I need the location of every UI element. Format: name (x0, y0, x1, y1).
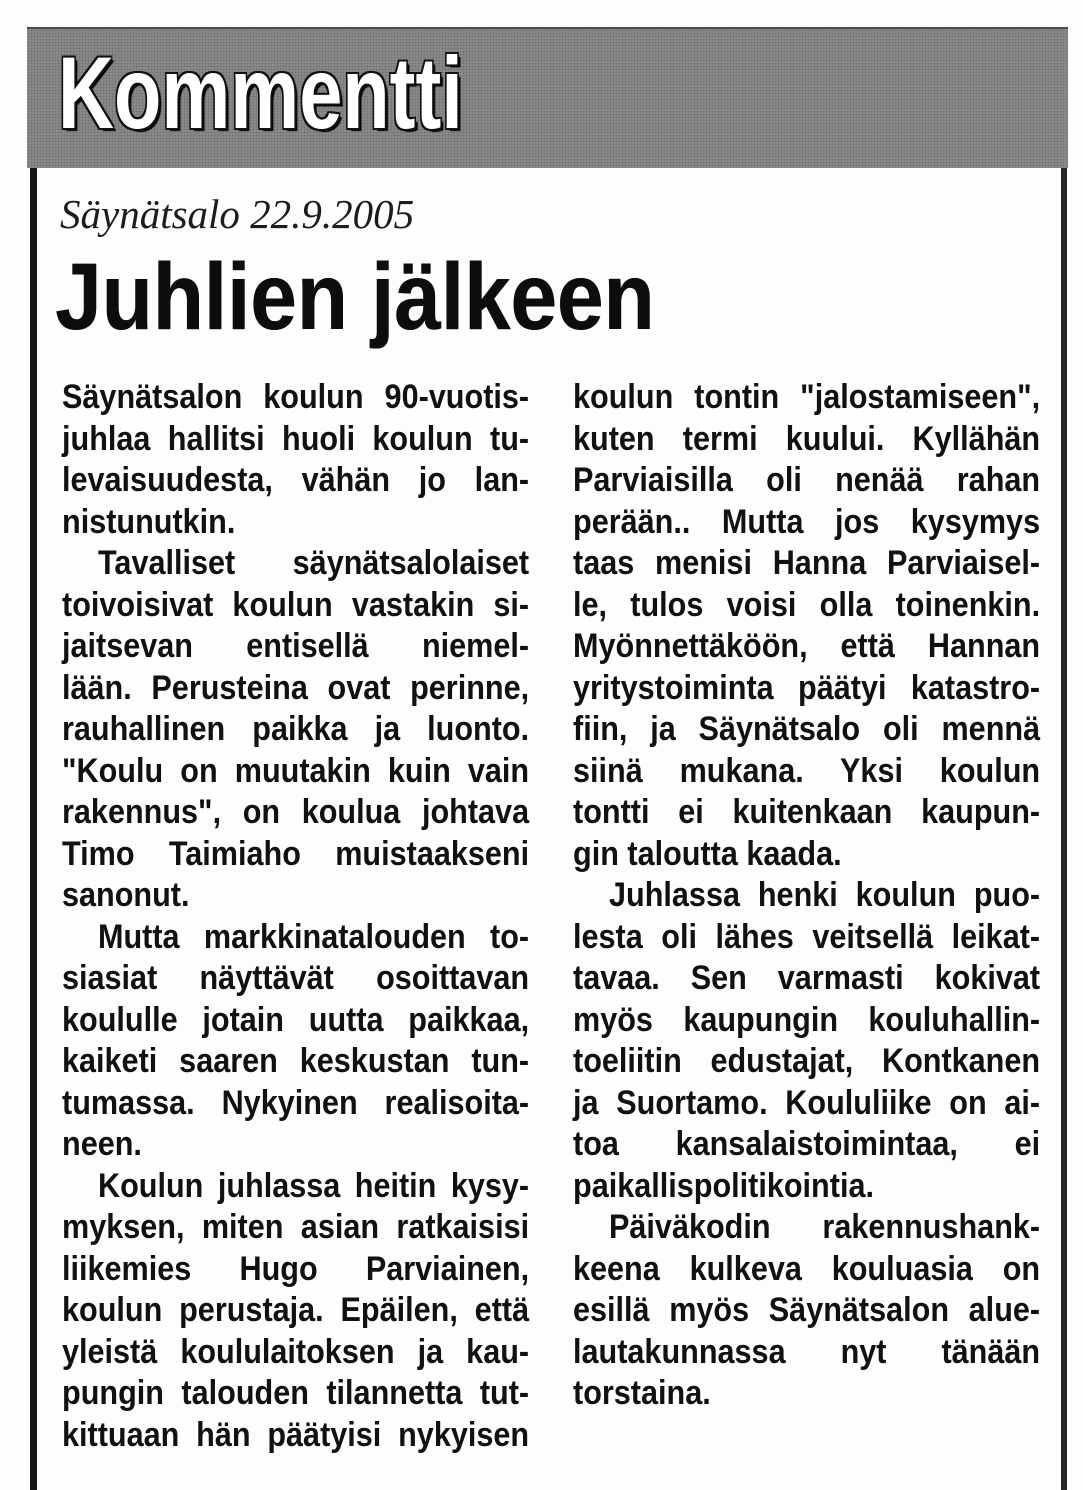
text-column-left (62, 377, 529, 1456)
text-line: Säynätsalon koulun 90-vuotis- (62, 378, 530, 416)
text-line: gin taloutta kaada. (573, 834, 842, 873)
text-line: Tavalliset säynätsalolaiset (98, 544, 530, 582)
text-line: le, tulos voisi olla toinenkin. (573, 585, 1041, 624)
text-line: lesta oli lähes veitsellä leikat- (573, 917, 1041, 956)
paragraph (62, 543, 529, 917)
text-line: Parviaisilla oli nenää rahan (573, 461, 1041, 499)
text-line: kuten termi kuului. Kyllähän (573, 419, 1041, 458)
text-line: kaiketi saaren keskustan tun- (62, 1042, 530, 1080)
text-line: Myönnettäköön, että Hannan (573, 627, 1041, 665)
paragraph (62, 377, 529, 543)
text-line: yritystoiminta päätyi katastro- (573, 668, 1041, 707)
text-line: tavaa. Sen varmasti kokivat (573, 959, 1041, 997)
text-line: toivoisivat koulun vastakin si- (62, 585, 530, 624)
text-line: koulun tontin "jalostamiseen", (573, 378, 1041, 416)
text-column-right (573, 377, 1040, 1415)
text-line: lautakunnassa nyt tänään (573, 1332, 1041, 1371)
frame-border-left (30, 168, 37, 1490)
dateline: Säynätsalo 22.9.2005 (60, 191, 415, 237)
text-line: juhlaa hallitsi huoli koulun tu- (62, 419, 530, 458)
text-line: siasiat näyttävät osoittavan (62, 959, 530, 997)
text-line: paikallispolitikointia. (573, 1166, 874, 1205)
paragraph (62, 1166, 529, 1457)
text-line: levaisuudesta, vähän jo lan- (62, 461, 530, 499)
text-line: fiin, ja Säynätsalo oli mennä (573, 710, 1041, 748)
text-line: keena kulkeva kouluasia on (573, 1249, 1041, 1288)
text-line: jaitsevan entisellä niemel- (62, 627, 530, 665)
text-line: tumassa. Nykyinen realisoita- (62, 1083, 530, 1122)
text-line: pungin talouden tilannetta tut- (62, 1374, 530, 1412)
text-line: toa kansalaistoimintaa, ei (573, 1125, 1041, 1163)
text-line: Koulun juhlassa heitin kysy- (98, 1166, 530, 1205)
paragraph (573, 1207, 1040, 1415)
text-line: tontti ei kuitenkaan kaupun- (573, 793, 1041, 831)
text-line: koululle jotain uutta paikkaa, (62, 1000, 530, 1039)
text-line: toeliitin edustajat, Kontkanen (573, 1042, 1041, 1080)
text-line: Timo Taimiaho muistaakseni (62, 834, 530, 873)
text-line: kittuaan hän päätyisi nykyisen (62, 1415, 530, 1454)
text-line: Juhlassa henki koulun puo- (609, 876, 1041, 914)
text-line: rakennus", on koulua johtava (62, 793, 530, 831)
text-line: siinä mukana. Yksi koulun (573, 751, 1041, 790)
text-line: yleistä koululaitoksen ja kau- (62, 1332, 530, 1371)
text-line: taas menisi Hanna Parviaisel- (573, 544, 1041, 582)
section-header-band (27, 27, 1068, 168)
text-line: nistunutkin. (62, 502, 236, 541)
text-line: "Koulu on muutakin kuin vain (62, 751, 530, 790)
text-line: esillä myös Säynätsalon alue- (573, 1291, 1041, 1329)
text-line: neen. (62, 1125, 142, 1163)
text-line: myös kaupungin kouluhallin- (573, 1000, 1041, 1039)
text-line: Mutta markkinatalouden to- (98, 917, 530, 956)
text-line: sanonut. (62, 876, 190, 914)
paragraph (573, 875, 1040, 1207)
text-line: ja Suortamo. Koululiike on ai- (573, 1083, 1041, 1122)
text-line: perään.. Mutta jos kysymys (573, 502, 1041, 541)
paragraph (573, 377, 1040, 875)
paragraph (62, 917, 529, 1166)
text-line: lään. Perusteina ovat perinne, (62, 668, 530, 707)
text-line: liikemies Hugo Parviainen, (62, 1249, 530, 1288)
text-line: rauhallinen paikka ja luonto. (62, 710, 530, 748)
section-label: Kommentti (58, 36, 463, 150)
text-line: myksen, miten asian ratkaisisi (62, 1208, 530, 1246)
text-line: torstaina. (573, 1374, 711, 1412)
text-line: koulun perustaja. Epäilen, että (62, 1291, 530, 1329)
frame-border-right (1061, 168, 1067, 1490)
headline: Juhlien jälkeen (55, 244, 655, 350)
text-line: Päiväkodin rakennushank- (609, 1208, 1041, 1246)
